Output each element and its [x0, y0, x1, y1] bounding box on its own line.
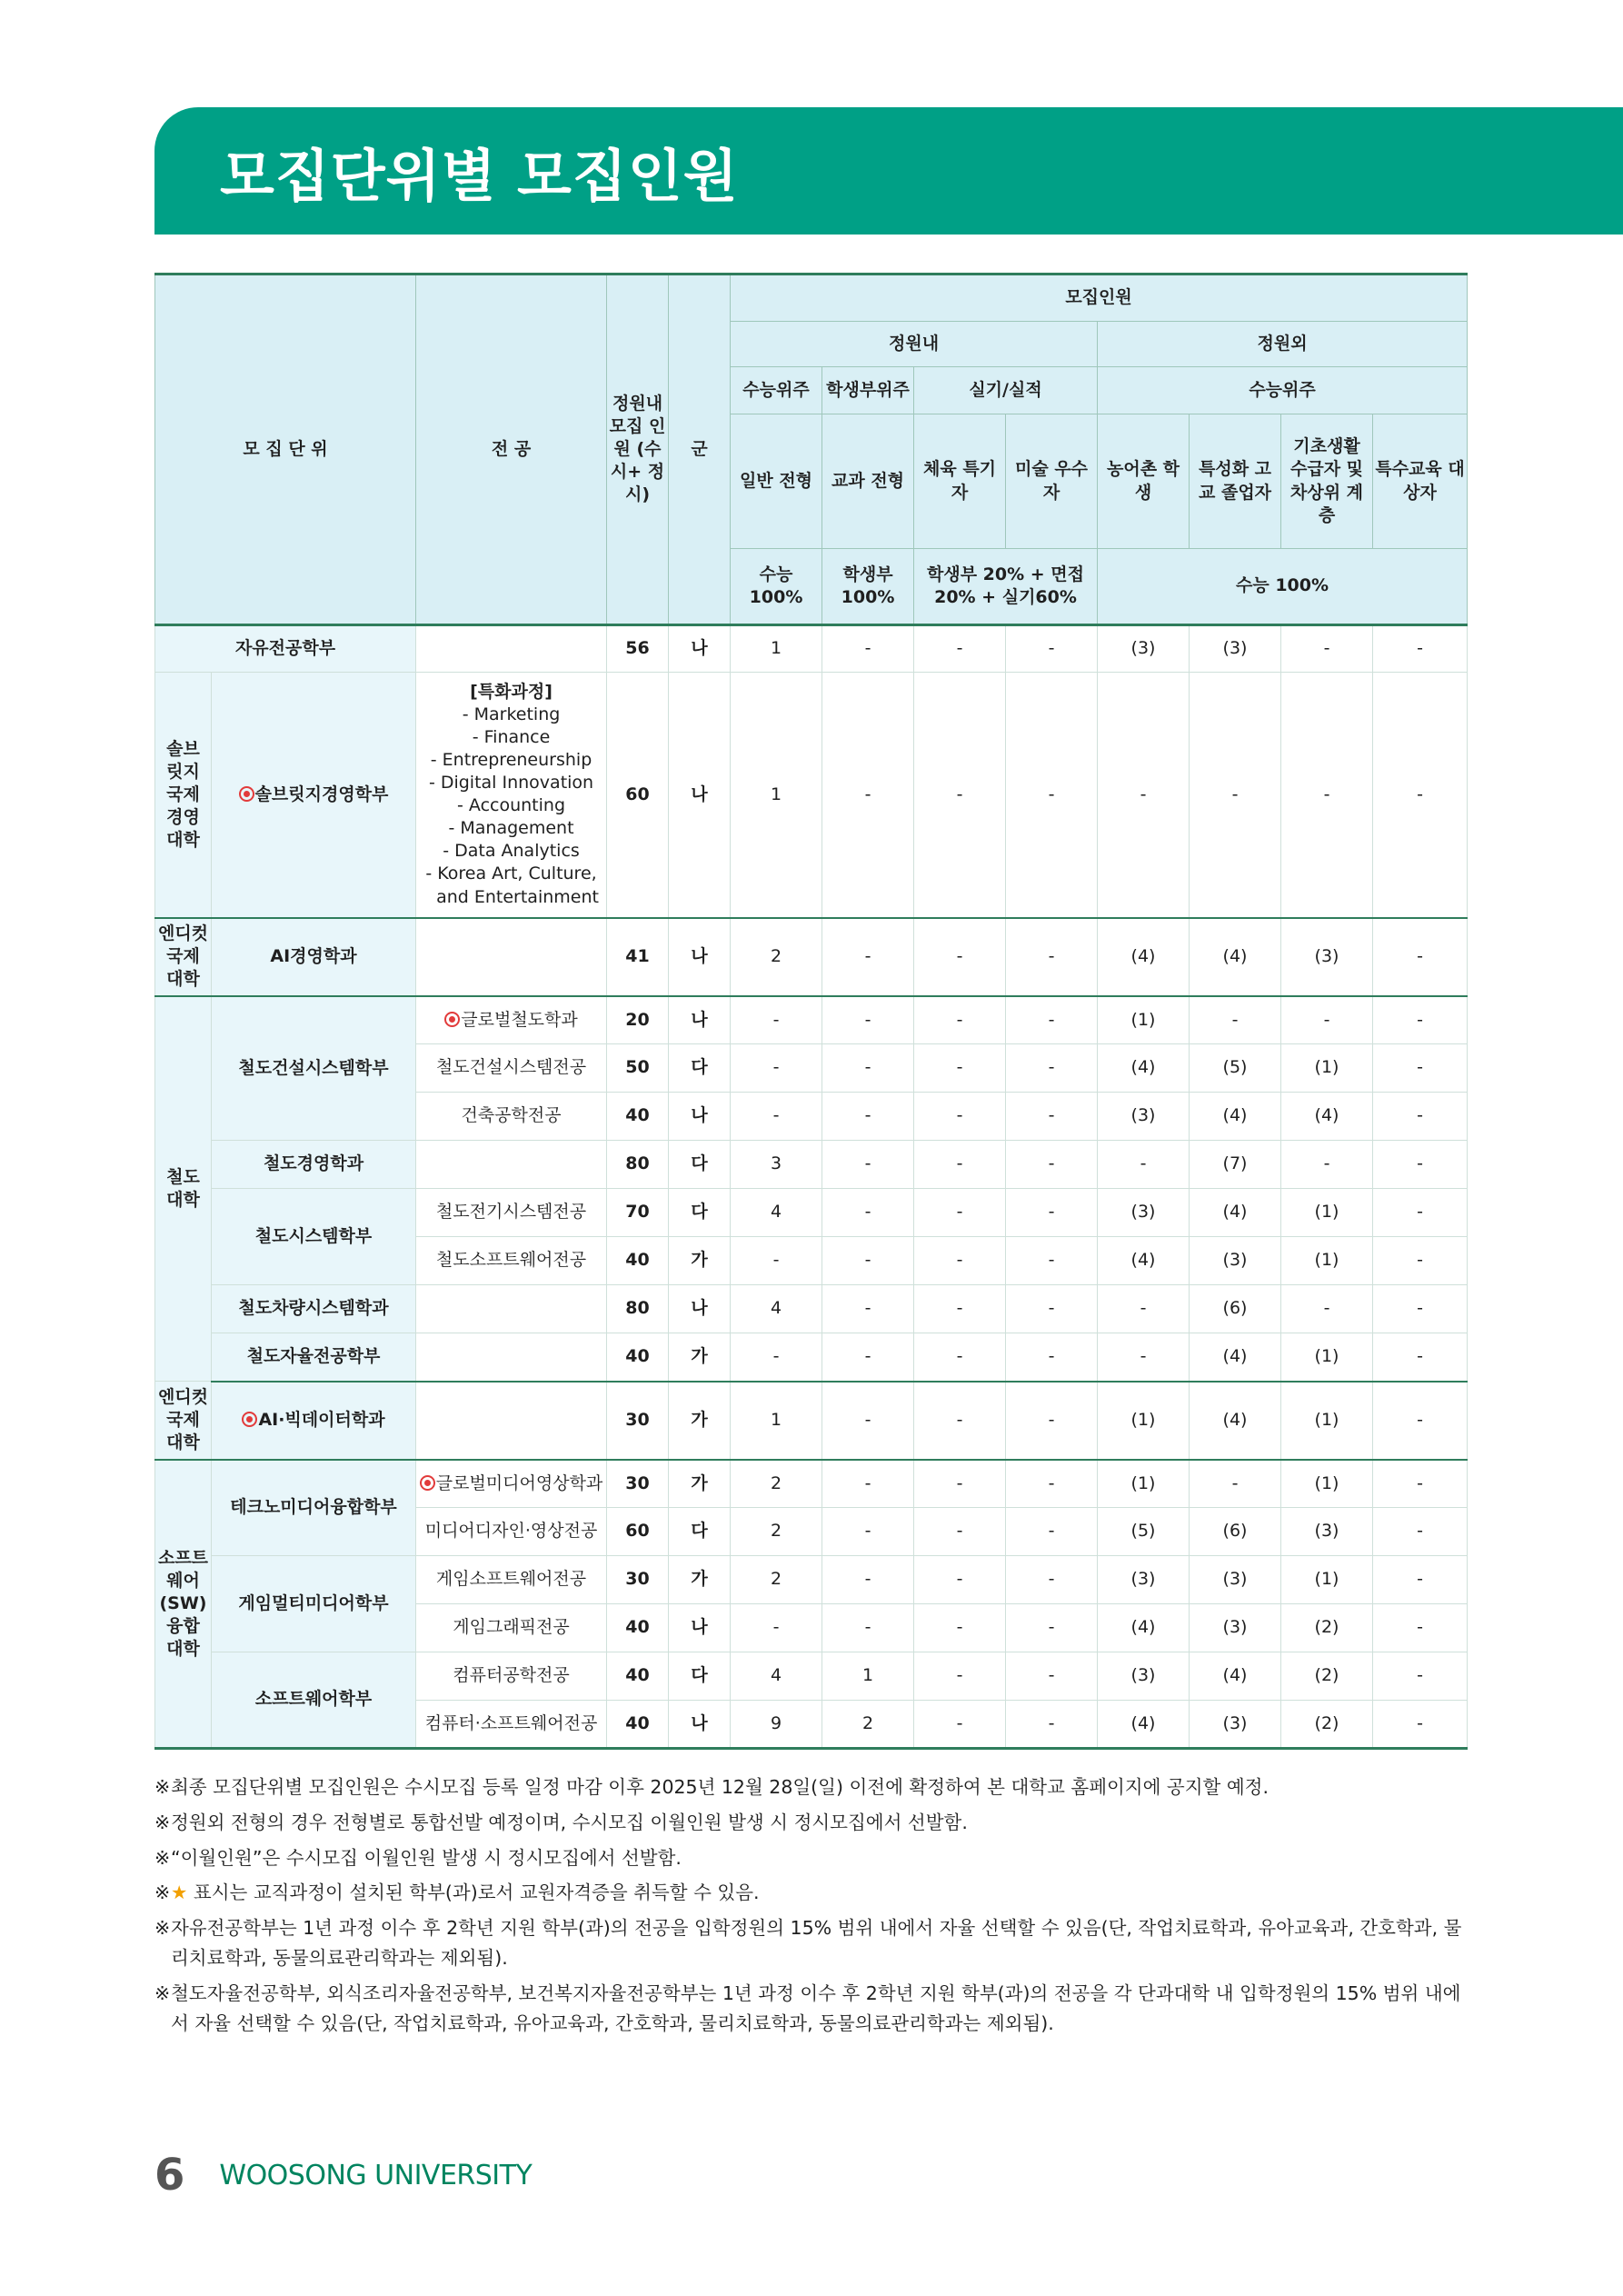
value-cell: -	[822, 1093, 914, 1141]
value-cell: -	[822, 625, 914, 673]
capacity-cell: 41	[607, 918, 669, 996]
value-cell: -	[914, 1333, 1006, 1382]
major-cell	[416, 625, 607, 673]
header-out-suneung: 수능위주	[1098, 367, 1468, 414]
group-cell: 가	[669, 1333, 731, 1382]
unit-cell: 소프트웨어학부	[212, 1652, 416, 1749]
value-cell: -	[1098, 1285, 1190, 1333]
value-cell: -	[1006, 1604, 1098, 1652]
value-cell: (3)	[1098, 1093, 1190, 1141]
track-item: - Management	[448, 818, 574, 839]
unit-cell: 철도차량시스템학과	[212, 1285, 416, 1333]
value-cell: -	[1006, 1333, 1098, 1382]
value-cell: -	[1373, 1093, 1468, 1141]
value-cell: 4	[731, 1189, 822, 1237]
value-cell: -	[1373, 1652, 1468, 1701]
group-cell: 나	[669, 673, 731, 918]
value-cell: (4)	[1281, 1093, 1373, 1141]
value-cell: -	[1006, 1556, 1098, 1604]
value-cell: -	[1373, 1237, 1468, 1285]
value-cell: -	[1281, 673, 1373, 918]
note-mark: ※	[154, 1846, 171, 1869]
page-footer	[154, 2150, 532, 2201]
value-cell: -	[914, 1382, 1006, 1460]
value-cell: -	[822, 918, 914, 996]
unit-cell: 철도시스템학부	[212, 1189, 416, 1285]
value-cell: -	[914, 1189, 1006, 1237]
note-text: “이월인원”은 수시모집 이월인원 발생 시 정시모집에서 선발함.	[171, 1846, 682, 1869]
value-cell: (4)	[1190, 1382, 1281, 1460]
major-cell: 게임그래픽전공	[416, 1604, 607, 1652]
value-cell: (4)	[1190, 1652, 1281, 1701]
specialized-track-cell	[416, 673, 607, 918]
value-cell: (1)	[1281, 1237, 1373, 1285]
value-cell: -	[1006, 1285, 1098, 1333]
header-general: 일반 전형	[731, 414, 822, 549]
group-cell: 나	[669, 1604, 731, 1652]
value-cell: -	[1006, 1237, 1098, 1285]
note-text: 철도자율전공학부, 외식조리자율전공학부, 보건복지자율전공학부는 1년 과정 이수 후 2학년 지원 학부(과)의 전공을 각 단과대학 내 입학정원의 15% 범위 내에서 자율 선택할 수 있음(단, 작업치료학과, 유아교육과, 간호학과, 물리치료학과, 동물의료관리학과는 제외됨).	[171, 1982, 1461, 2034]
value-cell: -	[1190, 1460, 1281, 1508]
unit-cell: AI경영학과	[212, 918, 416, 996]
value-cell: -	[822, 1382, 914, 1460]
header-rural: 농어촌 학 생	[1098, 414, 1190, 549]
value-cell: -	[1373, 1141, 1468, 1189]
table-row	[155, 1556, 1468, 1604]
value-cell: -	[1373, 625, 1468, 673]
value-cell: 2	[731, 1460, 822, 1508]
value-cell: -	[1373, 918, 1468, 996]
table-row	[155, 918, 1468, 996]
value-cell: -	[822, 1141, 914, 1189]
college-software: 소프트 웨어 (SW) 융합 대학	[155, 1460, 212, 1749]
value-cell: -	[822, 1237, 914, 1285]
value-cell: (4)	[1098, 1237, 1190, 1285]
value-cell: -	[822, 1460, 914, 1508]
capacity-cell: 56	[607, 625, 669, 673]
table-row	[155, 1460, 1468, 1508]
track-item: - Digital Innovation	[428, 773, 594, 794]
value-cell: (1)	[1281, 1460, 1373, 1508]
value-cell: -	[1373, 1285, 1468, 1333]
header-subject: 교과 전형	[822, 414, 914, 549]
major-cell: 철도전기시스템전공	[416, 1189, 607, 1237]
value-cell: -	[1006, 996, 1098, 1044]
value-cell: (4)	[1098, 1044, 1190, 1093]
note-item	[154, 1979, 1472, 2039]
note-text: 정원외 전형의 경우 전형별로 통합선발 예정이며, 수시모집 이월인원 발생 시 정시모집에서 선발함.	[171, 1811, 968, 1833]
value-cell: (1)	[1281, 1382, 1373, 1460]
group-cell: 나	[669, 996, 731, 1044]
value-cell: -	[914, 673, 1006, 918]
page-title: 모집단위별 모집인원	[220, 142, 739, 209]
value-cell: 1	[731, 673, 822, 918]
header-specialized: 특성화 고 교 졸업자	[1190, 414, 1281, 549]
value-cell: -	[914, 1701, 1006, 1749]
value-cell: -	[1098, 1141, 1190, 1189]
capacity-cell: 30	[607, 1460, 669, 1508]
value-cell: -	[1006, 1141, 1098, 1189]
header-in-quota: 정원내	[731, 322, 1098, 367]
value-cell: -	[1006, 673, 1098, 918]
major-cell: 글로벌철도학과	[416, 996, 607, 1044]
value-cell: -	[1006, 1460, 1098, 1508]
major-cell	[416, 918, 607, 996]
header-basic-living: 기초생활 수급자 및 차상위 계층	[1281, 414, 1373, 549]
value-cell: 2	[731, 918, 822, 996]
capacity-cell: 80	[607, 1285, 669, 1333]
value-cell: -	[914, 1044, 1006, 1093]
value-cell: (4)	[1098, 1701, 1190, 1749]
value-cell: -	[1281, 625, 1373, 673]
value-cell: -	[822, 1508, 914, 1556]
value-cell: -	[1006, 918, 1098, 996]
capacity-cell: 40	[607, 1093, 669, 1141]
capacity-cell: 40	[607, 1652, 669, 1701]
major-cell	[416, 1382, 607, 1460]
header-special-edu: 특수교육 대상자	[1373, 414, 1468, 549]
capacity-cell: 50	[607, 1044, 669, 1093]
value-cell: 2	[731, 1508, 822, 1556]
major-cell	[416, 1141, 607, 1189]
value-cell: -	[914, 1093, 1006, 1141]
unit-cell: 테크노미디어융합학부	[212, 1460, 416, 1556]
group-cell: 나	[669, 1285, 731, 1333]
table-row	[155, 1189, 1468, 1237]
value-cell: -	[1373, 1556, 1468, 1604]
teaching-course-icon	[239, 786, 254, 802]
value-cell: (1)	[1281, 1333, 1373, 1382]
major-cell: 미디어디자인·영상전공	[416, 1508, 607, 1556]
college-endicott: 엔디컷 국제 대학	[155, 918, 212, 996]
header-capacity: 정원내 모집 인원 (수시+ 정시)	[607, 275, 669, 625]
note-item	[154, 1913, 1472, 1973]
unit-cell: 철도경영학과	[212, 1141, 416, 1189]
value-cell: -	[1281, 996, 1373, 1044]
value-cell: -	[1006, 1701, 1098, 1749]
capacity-cell: 40	[607, 1237, 669, 1285]
major-cell	[416, 1285, 607, 1333]
value-cell: (3)	[1190, 625, 1281, 673]
track-item: - Finance	[472, 727, 551, 748]
value-cell: -	[822, 1285, 914, 1333]
value-cell: (3)	[1098, 1189, 1190, 1237]
value-cell: -	[914, 1556, 1006, 1604]
value-cell: -	[1098, 673, 1190, 918]
recruitment-table	[154, 273, 1468, 1750]
header-out-quota: 정원외	[1098, 322, 1468, 367]
table-row	[155, 1652, 1468, 1701]
value-cell: (2)	[1281, 1701, 1373, 1749]
capacity-cell: 30	[607, 1382, 669, 1460]
value-cell: -	[1006, 1044, 1098, 1093]
major-cell: 건축공학전공	[416, 1093, 607, 1141]
major-cell: 게임소프트웨어전공	[416, 1556, 607, 1604]
value-cell: -	[1006, 625, 1098, 673]
value-cell: (2)	[1281, 1652, 1373, 1701]
group-cell: 가	[669, 1460, 731, 1508]
note-item	[154, 1772, 1472, 1802]
value-cell: -	[1281, 1285, 1373, 1333]
value-cell: (1)	[1281, 1189, 1373, 1237]
value-cell: (7)	[1190, 1141, 1281, 1189]
major-cell: 철도건설시스템전공	[416, 1044, 607, 1093]
college-railway: 철도 대학	[155, 996, 212, 1382]
major-cell: 철도소프트웨어전공	[416, 1237, 607, 1285]
value-cell: (1)	[1098, 1382, 1190, 1460]
header-art: 미술 우수자	[1006, 414, 1098, 549]
value-cell: -	[914, 1604, 1006, 1652]
value-cell: -	[731, 1604, 822, 1652]
unit-cell: 솔브릿지경영학부	[212, 673, 416, 918]
value-cell: -	[914, 1652, 1006, 1701]
note-mark: ※	[154, 1982, 171, 2004]
value-cell: -	[822, 673, 914, 918]
note-item	[154, 1878, 1472, 1908]
group-cell: 다	[669, 1189, 731, 1237]
value-cell: 9	[731, 1701, 822, 1749]
header-major: 전 공	[416, 275, 607, 625]
unit-cell: 자유전공학부	[155, 625, 416, 673]
value-cell: -	[731, 1044, 822, 1093]
value-cell: -	[1006, 1093, 1098, 1141]
header-practical: 실기/실적	[914, 367, 1098, 414]
note-item	[154, 1843, 1472, 1873]
header-athlete: 체육 특기자	[914, 414, 1006, 549]
group-cell: 다	[669, 1652, 731, 1701]
college-solbridge: 솔브 릿지 국제 경영 대학	[155, 673, 212, 918]
value-cell: -	[914, 1508, 1006, 1556]
value-cell: 1	[822, 1652, 914, 1701]
university-name: WOOSONG UNIVERSITY	[219, 2159, 533, 2191]
value-cell: -	[1373, 1604, 1468, 1652]
group-cell: 가	[669, 1382, 731, 1460]
note-text: 최종 모집단위별 모집인원은 수시모집 등록 일정 마감 이후 2025년 12월 28일(일) 이전에 확정하여 본 대학교 홈페이지에 공지할 예정.	[171, 1776, 1269, 1798]
value-cell: (3)	[1098, 1652, 1190, 1701]
value-cell: (6)	[1190, 1285, 1281, 1333]
value-cell: -	[914, 918, 1006, 996]
value-cell: (3)	[1190, 1556, 1281, 1604]
group-cell: 나	[669, 1093, 731, 1141]
value-cell: -	[822, 996, 914, 1044]
teaching-course-icon	[242, 1412, 257, 1427]
value-cell: -	[1190, 996, 1281, 1044]
note-mark: ※	[154, 1776, 171, 1798]
capacity-cell: 40	[607, 1701, 669, 1749]
capacity-cell: 60	[607, 673, 669, 918]
note-text: 자유전공학부는 1년 과정 이수 후 2학년 지원 학부(과)의 전공을 입학정원의 15% 범위 내에서 자율 선택할 수 있음(단, 작업치료학과, 유아교육과, 간호학과, 물리치료학과, 동물의료관리학과는 제외됨).	[171, 1917, 1462, 1969]
value-cell: (6)	[1190, 1508, 1281, 1556]
value-cell: -	[1373, 1382, 1468, 1460]
capacity-cell: 80	[607, 1141, 669, 1189]
table-row	[155, 1141, 1468, 1189]
capacity-cell: 40	[607, 1604, 669, 1652]
value-cell: -	[1373, 1189, 1468, 1237]
value-cell: -	[1373, 996, 1468, 1044]
table-row	[155, 1285, 1468, 1333]
value-cell: 3	[731, 1141, 822, 1189]
criteria-subject: 학생부 100%	[822, 549, 914, 625]
note-mark: ※	[154, 1811, 171, 1833]
group-cell: 다	[669, 1141, 731, 1189]
value-cell: (3)	[1281, 918, 1373, 996]
group-cell: 나	[669, 1701, 731, 1749]
value-cell: (1)	[1098, 1460, 1190, 1508]
value-cell: -	[914, 1460, 1006, 1508]
table-row	[155, 673, 1468, 918]
value-cell: (5)	[1190, 1044, 1281, 1093]
value-cell: (4)	[1190, 1333, 1281, 1382]
major-cell: 컴퓨터·소프트웨어전공	[416, 1701, 607, 1749]
track-item: - Accounting	[457, 795, 566, 816]
value-cell: 2	[822, 1701, 914, 1749]
value-cell: (3)	[1190, 1237, 1281, 1285]
value-cell: -	[1373, 1044, 1468, 1093]
specialized-track-title: [특화과정]	[470, 681, 553, 702]
major-cell	[416, 1333, 607, 1382]
unit-cell: 철도건설시스템학부	[212, 996, 416, 1141]
value-cell: -	[1006, 1652, 1098, 1701]
header-suneung-main: 수능위주	[731, 367, 822, 414]
value-cell: -	[731, 996, 822, 1044]
value-cell: -	[822, 1044, 914, 1093]
capacity-cell: 40	[607, 1333, 669, 1382]
track-item: - Data Analytics	[443, 841, 580, 862]
value-cell: -	[1098, 1333, 1190, 1382]
major-cell: 컴퓨터공학전공	[416, 1652, 607, 1701]
value-cell: (4)	[1190, 1189, 1281, 1237]
value-cell: (4)	[1098, 1604, 1190, 1652]
capacity-cell: 20	[607, 996, 669, 1044]
track-item: - Korea Art, Culture, and Entertainment	[425, 863, 599, 907]
major-cell: 글로벌미디어영상학과	[416, 1460, 607, 1508]
track-item: - Entrepreneurship	[430, 750, 592, 771]
value-cell: -	[914, 1237, 1006, 1285]
value-cell: (4)	[1190, 918, 1281, 996]
value-cell: (1)	[1281, 1044, 1373, 1093]
value-cell: (3)	[1281, 1508, 1373, 1556]
group-cell: 나	[669, 918, 731, 996]
group-cell: 가	[669, 1237, 731, 1285]
value-cell: 2	[731, 1556, 822, 1604]
note-mark: ※	[154, 1882, 171, 1904]
value-cell: 1	[731, 1382, 822, 1460]
capacity-cell: 30	[607, 1556, 669, 1604]
header-unit: 모 집 단 위	[155, 275, 416, 625]
table-row	[155, 1333, 1468, 1382]
value-cell: 1	[731, 625, 822, 673]
header-recruit: 모집인원	[731, 275, 1468, 322]
value-cell: (3)	[1190, 1701, 1281, 1749]
value-cell: -	[822, 1604, 914, 1652]
page-number: 6	[154, 2150, 185, 2201]
value-cell: -	[1373, 1460, 1468, 1508]
unit-cell: 게임멀티미디어학부	[212, 1556, 416, 1652]
value-cell: (3)	[1098, 1556, 1190, 1604]
value-cell: -	[822, 1556, 914, 1604]
note-text: 표시는 교직과정이 설치된 학부(과)로서 교원자격증을 취득할 수 있음.	[187, 1882, 760, 1904]
header-student-main: 학생부위주	[822, 367, 914, 414]
value-cell: -	[914, 996, 1006, 1044]
value-cell: -	[1373, 1701, 1468, 1749]
note-item	[154, 1808, 1472, 1838]
title-banner	[154, 107, 1623, 235]
table-row	[155, 996, 1468, 1044]
value-cell: -	[1006, 1382, 1098, 1460]
value-cell: (4)	[1190, 1093, 1281, 1141]
value-cell: -	[914, 625, 1006, 673]
criteria-practical: 학생부 20% + 면접 20% + 실기60%	[914, 549, 1098, 625]
teaching-course-icon	[420, 1475, 435, 1491]
value-cell: -	[914, 1141, 1006, 1189]
table-row	[155, 625, 1468, 673]
value-cell: -	[1006, 1189, 1098, 1237]
value-cell: (1)	[1281, 1556, 1373, 1604]
value-cell: -	[1281, 1141, 1373, 1189]
capacity-cell: 70	[607, 1189, 669, 1237]
value-cell: -	[1373, 673, 1468, 918]
teaching-course-icon	[444, 1012, 460, 1027]
value-cell: 4	[731, 1652, 822, 1701]
group-cell: 다	[669, 1508, 731, 1556]
value-cell: -	[1373, 1508, 1468, 1556]
college-endicott: 엔디컷 국제 대학	[155, 1382, 212, 1460]
unit-cell: AI·빅데이터학과	[212, 1382, 416, 1460]
value-cell: (2)	[1281, 1604, 1373, 1652]
value-cell: -	[731, 1333, 822, 1382]
value-cell: -	[731, 1093, 822, 1141]
criteria-out: 수능 100%	[1098, 549, 1468, 625]
value-cell: -	[914, 1285, 1006, 1333]
value-cell: -	[1006, 1508, 1098, 1556]
group-cell: 가	[669, 1556, 731, 1604]
capacity-cell: 60	[607, 1508, 669, 1556]
header-group: 군	[669, 275, 731, 625]
value-cell: -	[822, 1189, 914, 1237]
value-cell: 4	[731, 1285, 822, 1333]
group-cell: 다	[669, 1044, 731, 1093]
note-mark: ※	[154, 1917, 171, 1940]
group-cell: 나	[669, 625, 731, 673]
value-cell: -	[731, 1237, 822, 1285]
track-item: - Marketing	[462, 704, 561, 724]
value-cell: (3)	[1190, 1604, 1281, 1652]
value-cell: -	[1373, 1333, 1468, 1382]
value-cell: -	[1190, 673, 1281, 918]
value-cell: (3)	[1098, 625, 1190, 673]
value-cell: -	[822, 1333, 914, 1382]
star-icon: ★	[171, 1882, 188, 1904]
criteria-general: 수능 100%	[731, 549, 822, 625]
value-cell: (5)	[1098, 1508, 1190, 1556]
notes-section	[154, 1772, 1472, 2043]
table-row	[155, 1382, 1468, 1460]
value-cell: (4)	[1098, 918, 1190, 996]
unit-cell: 철도자율전공학부	[212, 1333, 416, 1382]
value-cell: (1)	[1098, 996, 1190, 1044]
